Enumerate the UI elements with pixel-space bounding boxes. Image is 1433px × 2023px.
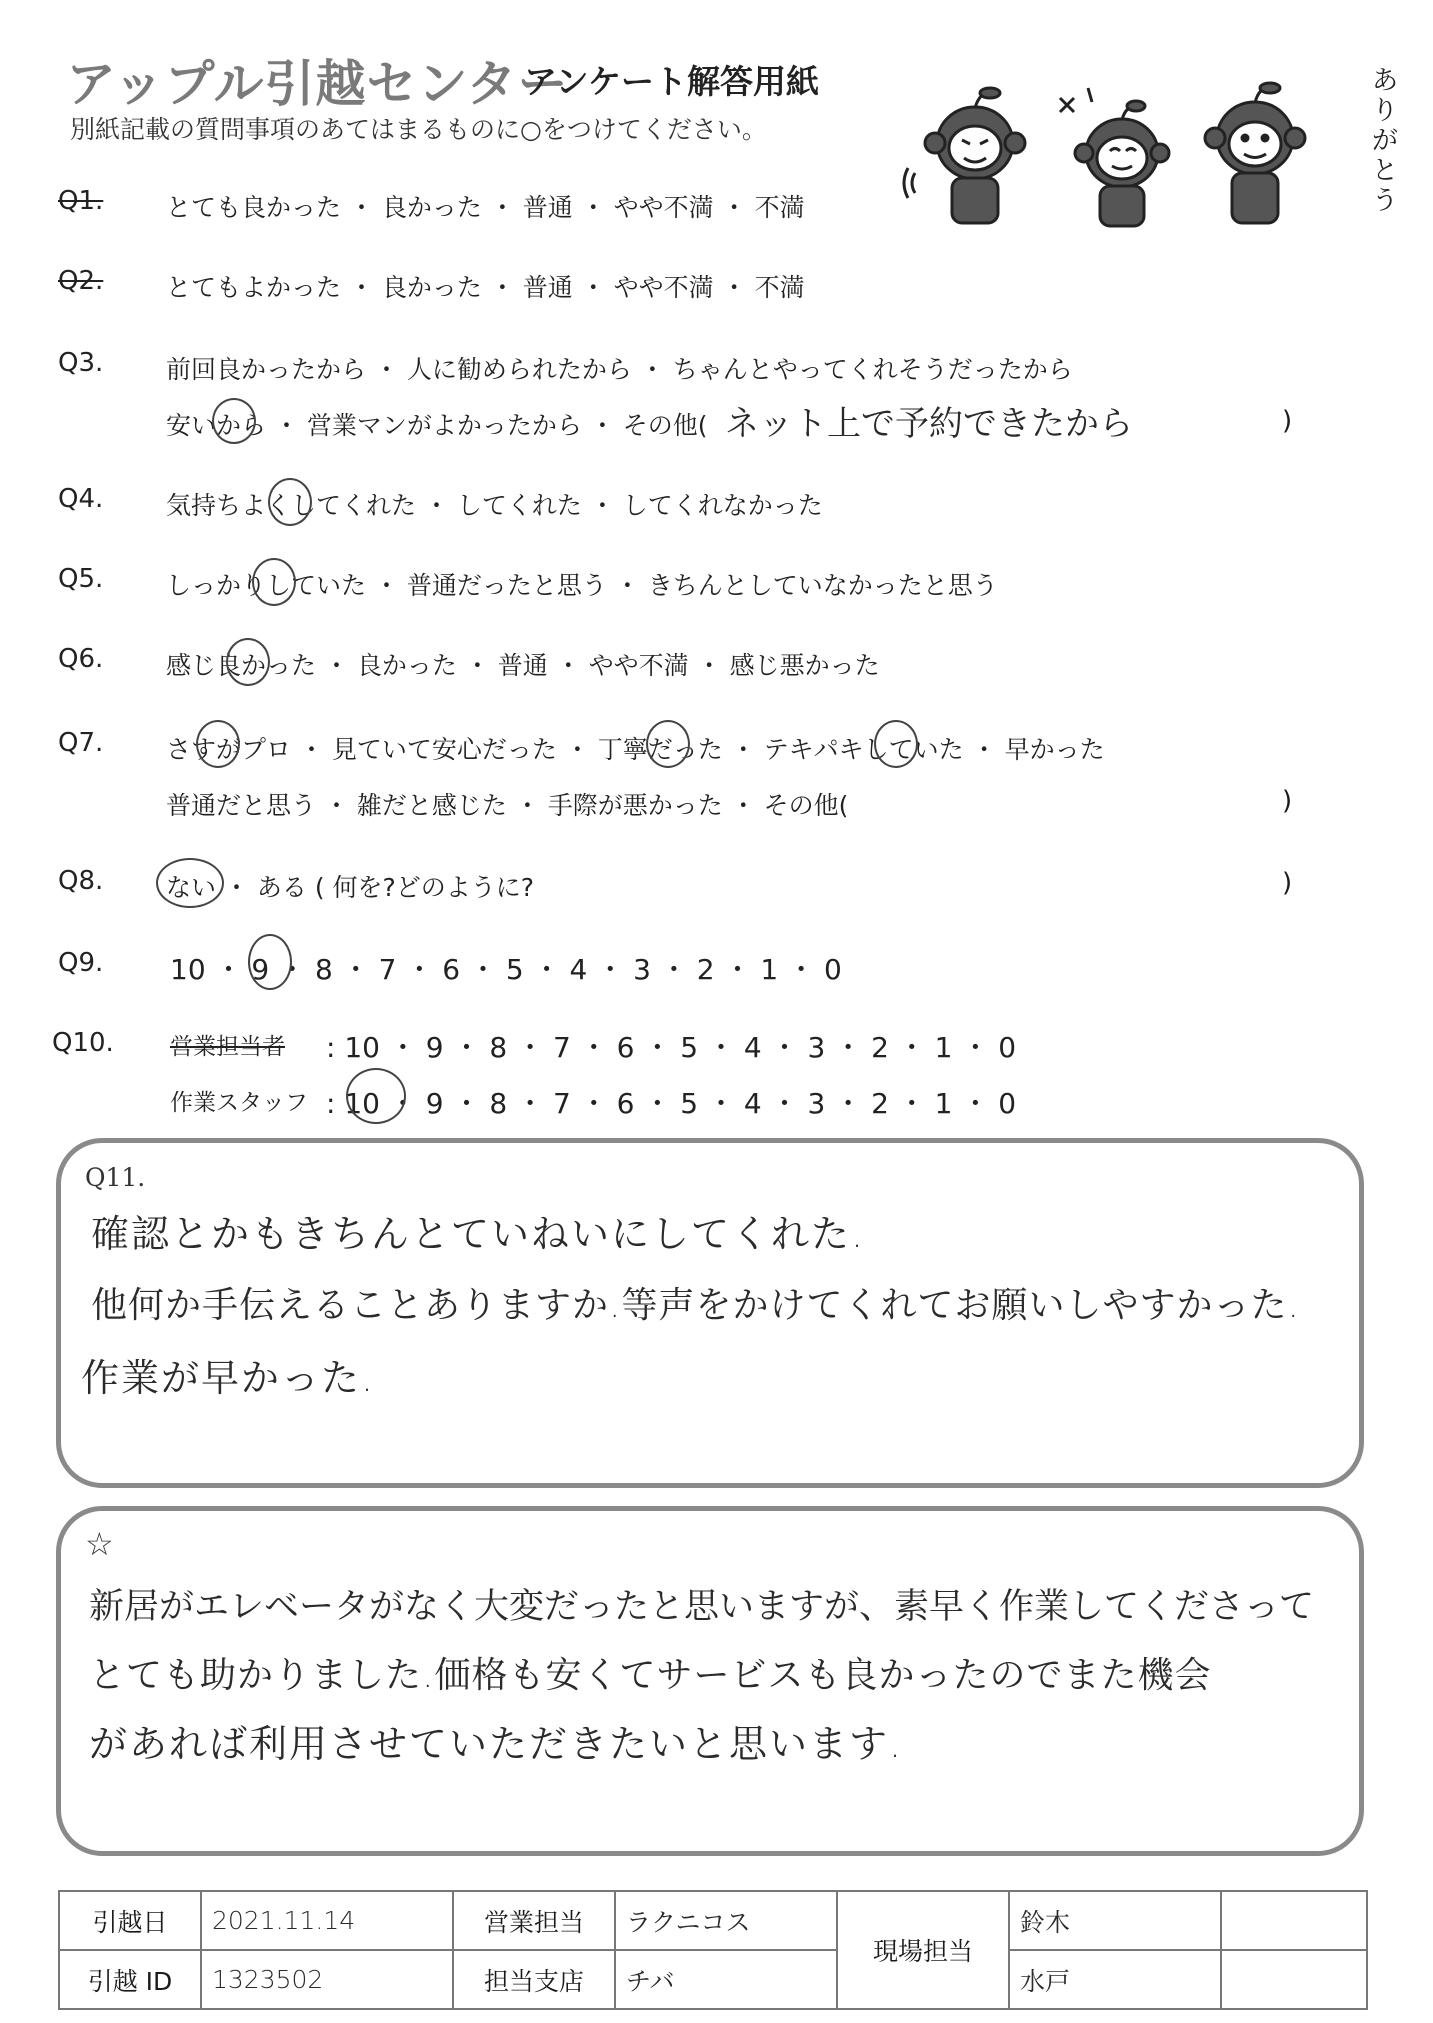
- star-comment-box: [56, 1506, 1364, 1856]
- q6-options: 感じ良かった ・ 良かった ・ 普通 ・ やや不満 ・ 感じ悪かった: [166, 651, 880, 680]
- sales-rep-value: ラクニコス: [615, 1891, 837, 1950]
- star-label: ☆: [85, 1525, 114, 1563]
- q9-number: Q9.: [58, 948, 104, 978]
- monkey-mascots-illustration: [900, 58, 1350, 233]
- star-line-3: があれば利用させていただきたいと思います.: [89, 1722, 904, 1766]
- sales-rep-label: 営業担当: [453, 1891, 615, 1950]
- q8-answer-circle: [156, 858, 224, 908]
- q8-number: Q8.: [58, 866, 104, 896]
- q10-sales-label: 営業担当者: [170, 1034, 285, 1060]
- move-date-label: 引越日: [59, 1891, 201, 1950]
- q7-answer-circle-1: [196, 720, 240, 768]
- monkey-2: [1060, 88, 1169, 226]
- q8-options: ない ・ ある ( 何を?どのように?: [166, 873, 535, 902]
- q3-close-paren: ): [1282, 406, 1293, 436]
- branch-label: 担当支店: [453, 1950, 615, 2009]
- q4-number: Q4.: [58, 484, 104, 514]
- site-rep-empty-1: [1221, 1891, 1367, 1950]
- instruction-text: 別紙記載の質問事項のあてはまるものに○をつけてください。: [70, 115, 767, 144]
- q6-number: Q6.: [58, 644, 104, 674]
- star-line-2: とても助かりました.価格も安くてサービスも良かったのでまた機会: [89, 1655, 1212, 1696]
- q3-options-line2: 安いから ・ 営業マンがよかったから ・ その他(: [166, 411, 708, 440]
- q11-line-2: 他何か手伝えることありますか.等声をかけてくれてお願いしやすかった.: [91, 1285, 1300, 1326]
- q3-other-answer: ネット上で予約できたから: [725, 404, 1133, 444]
- q10-staff-scale: : 10 ・ 9 ・ 8 ・ 7 ・ 6 ・ 5 ・ 4 ・ 3 ・ 2 ・ 1 ・ 0: [326, 1087, 1017, 1120]
- site-rep-label: 現場担当: [837, 1891, 1009, 2009]
- q3-options-line1: 前回良かったから ・ 人に勧められたから ・ ちゃんとやってくれそうだったから: [166, 355, 1073, 384]
- site-rep-empty-2: [1221, 1950, 1367, 2009]
- q11-label: Q11.: [85, 1163, 146, 1192]
- move-date-value: 2021.11.14: [201, 1891, 453, 1950]
- monkey-3: [1205, 83, 1305, 223]
- star-line-1: 新居がエレベータがなく大変だったと思いますが、素早く作業してくださって: [89, 1587, 1315, 1627]
- q3-answer-circle: [212, 398, 256, 444]
- form-subtitle: アンケート解答用紙: [524, 62, 820, 101]
- q8-close-paren: ): [1282, 868, 1293, 898]
- q1-options: とても良かった ・ 良かった ・ 普通 ・ やや不満 ・ 不満: [166, 193, 805, 222]
- q4-options: 気持ちよくしてくれた ・ してくれた ・ してくれなかった: [166, 491, 823, 520]
- q7-close-paren: ): [1282, 786, 1293, 816]
- q10-number: Q10.: [52, 1028, 114, 1058]
- q7-answer-circle-2: [646, 720, 690, 768]
- thanks-vertical-text: ありがとう: [1372, 66, 1399, 216]
- branch-value: チバ: [615, 1950, 837, 2009]
- q7-options-line2: 普通だと思う ・ 雑だと感じた ・ 手際が悪かった ・ その他(: [166, 791, 849, 820]
- brand-title: アップル引越センター: [66, 55, 569, 113]
- q11-line-1: 確認とかもきちんとていねいにしてくれた.: [91, 1212, 866, 1256]
- move-id-value: 1323502: [201, 1950, 453, 2009]
- q9-scale: 10 ・ 9 ・ 8 ・ 7 ・ 6 ・ 5 ・ 4 ・ 3 ・ 2 ・ 1 ・ 0: [170, 953, 842, 986]
- q2-options: とてもよかった ・ 良かった ・ 普通 ・ やや不満 ・ 不満: [166, 273, 805, 302]
- site-rep-value-1: 鈴木: [1009, 1891, 1221, 1950]
- q7-options-line1: さすがプロ ・ 見ていて安心だった ・ 丁寧だった ・ テキパキしていた ・ 早かった: [166, 735, 1105, 764]
- q1-number: Q1.: [58, 186, 104, 216]
- q4-answer-circle: [268, 478, 312, 526]
- q11-comment-box: [56, 1138, 1364, 1488]
- q10-staff-label: 作業スタッフ: [170, 1090, 308, 1116]
- q10-staff-answer-circle: [346, 1068, 406, 1124]
- move-info-table: [58, 1890, 1368, 2010]
- q9-answer-circle: [248, 934, 292, 990]
- q3-number: Q3.: [58, 348, 104, 378]
- q5-number: Q5.: [58, 564, 104, 594]
- site-rep-value-2: 水戸: [1009, 1950, 1221, 2009]
- monkey-1: [904, 88, 1025, 223]
- q5-options: しっかりしていた ・ 普通だったと思う ・ きちんとしていなかったと思う: [166, 571, 998, 600]
- q10-sales-scale: : 10 ・ 9 ・ 8 ・ 7 ・ 6 ・ 5 ・ 4 ・ 3 ・ 2 ・ 1 ・ 0: [326, 1031, 1017, 1064]
- q7-number: Q7.: [58, 728, 104, 758]
- q7-answer-circle-3: [874, 720, 918, 768]
- q11-line-3: 作業が早かった.: [81, 1356, 376, 1400]
- q6-answer-circle: [226, 638, 270, 686]
- q5-answer-circle: [252, 558, 296, 606]
- move-id-label: 引越 ID: [59, 1950, 201, 2009]
- q2-number: Q2.: [58, 266, 104, 296]
